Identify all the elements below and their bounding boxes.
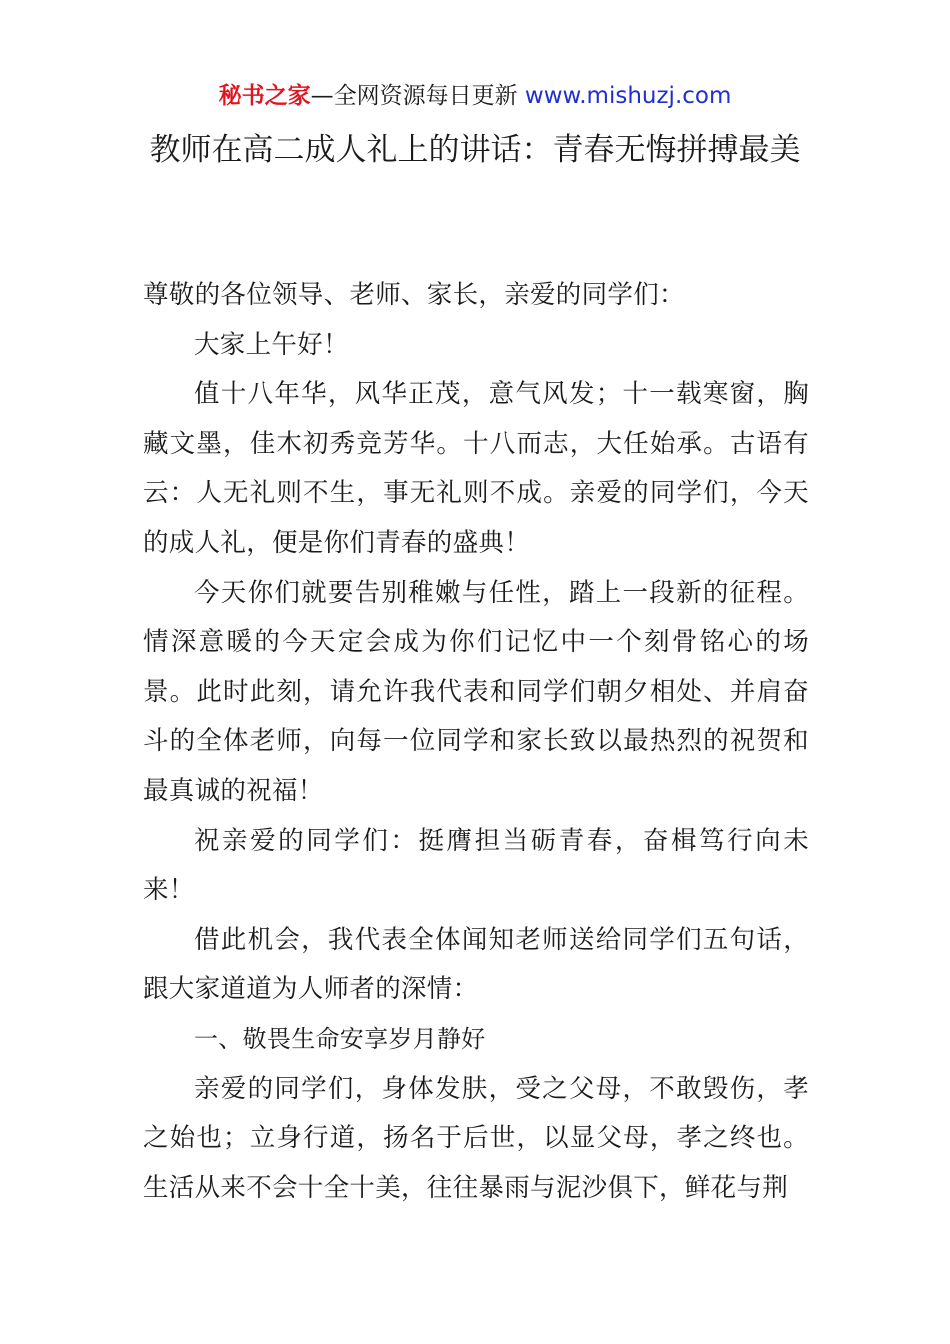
section-heading: 一、敬畏生命安享岁月静好 <box>194 1024 486 1053</box>
header-tagline: —全网资源每日更新 <box>310 83 518 109</box>
salutation: 尊敬的各位领导、老师、家长，亲爱的同学们： <box>143 280 685 310</box>
paragraph: 祝亲爱的同学们：挺膺担当砺青春，奋楫笃行向未来！ <box>143 825 809 906</box>
document-title: 教师在高二成人礼上的讲话：青春无悔拼搏最美 <box>149 132 801 168</box>
paragraph: 今天你们就要告别稚嫩与任性，踏上一段新的征程。情深意暖的今天定会成为你们记忆中一个刻骨铭心的场景。此时此刻，请允许我代表和同学们朝夕相处、并肩奋斗的全体老师，向每一位同学和家长致以最热烈的祝贺和最真诚的祝福！ <box>143 577 809 806</box>
paragraph-greeting: 大家上午好！ <box>194 329 349 360</box>
paragraph: 亲爱的同学们，身体发肤，受之父母，不敢毁伤，孝之始也；立身行道，扬名于后世，以显父母，孝之终也。生活从来不会十全十美，往往暴雨与泥沙俱下，鲜花与荆 <box>143 1073 809 1203</box>
document-body <box>143 271 809 1213</box>
site-header <box>0 80 950 112</box>
paragraph: 借此机会，我代表全体闻知老师送给同学们五句话，跟大家道道为人师者的深情： <box>143 924 809 1005</box>
site-url[interactable]: www.mishuzj.com <box>524 83 732 109</box>
brand-name: 秘书之家 <box>218 83 311 109</box>
paragraph: 值十八年华，风华正茂，意气风发；十一载寒窗，胸藏文墨，佳木初秀竞芳华。十八而志，大任始承。古语有云：人无礼则不生，事无礼则不成。亲爱的同学们，今天的成人礼，便是你们青春的盛典！ <box>143 379 809 558</box>
